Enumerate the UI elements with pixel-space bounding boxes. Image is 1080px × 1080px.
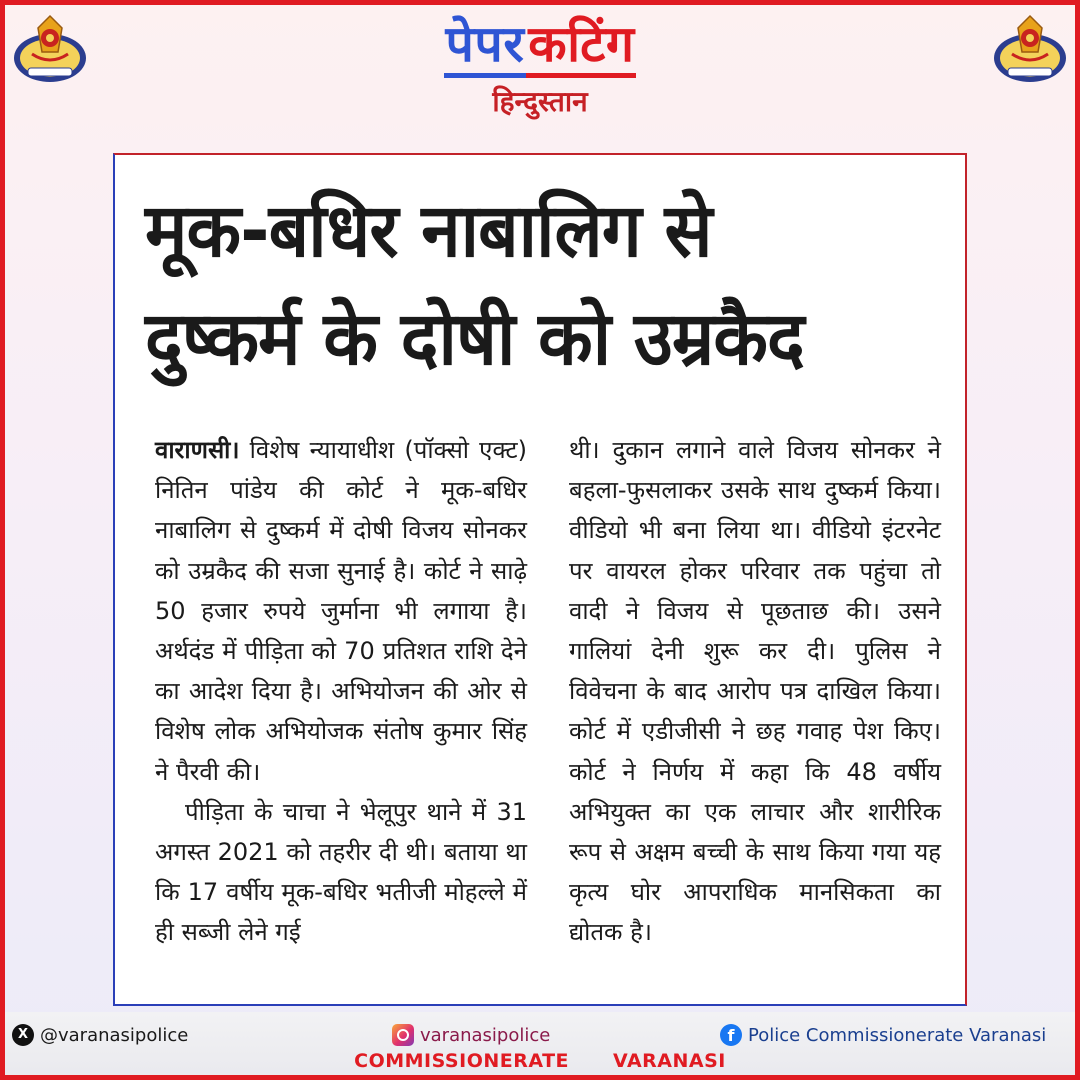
x-handle: @varanasipolice <box>40 1024 189 1046</box>
headline-line-1: मूक-बधिर नाबालिग से <box>145 188 712 274</box>
instagram-link[interactable] <box>392 1024 550 1046</box>
article-column-left <box>155 430 527 953</box>
brand-word-paper: पेपर <box>444 15 527 78</box>
instagram-icon <box>392 1024 414 1046</box>
x-logo-icon: X <box>12 1024 34 1046</box>
instagram-handle: varanasipolice <box>420 1024 551 1046</box>
facebook-link[interactable] <box>720 1024 1046 1046</box>
newspaper-name: हिन्दुस्तान <box>492 85 588 118</box>
article-paragraph: थी। दुकान लगाने वाले विजय सोनकर ने बहला-फुसलाकर उसके साथ दुष्कर्म किया। वीडियो भी बना लिया था। वीडियो इंटरनेट पर वायरल होकर परिवार तक पहुंचा तो वादी ने विजय से पूछताछ की। उसने गालियां देनी शुरू कर दी। पुलिस ने विवेचना के बाद आरोप पत्र दाखिल किया। कोर्ट में एडीजीसी ने छह गवाह पेश किए। कोर्ट ने निर्णय में कहा कि 48 वर्षीय अभियुक्त का एक लाचार और शारीरिक रूप से अक्षम बच्ची के साथ किया गया यह कृत्य घोर आपराधिक मानसिकता का द्योतक है। <box>569 436 941 947</box>
varanasi-word: VARANASI <box>613 1050 726 1072</box>
news-clipping <box>113 153 967 1006</box>
article-column-right <box>569 430 941 953</box>
headline-line-2: दुष्कर्म के दोषी को उम्रकैद <box>145 296 804 382</box>
commissionerate-word: COMMISSIONERATE <box>354 1050 570 1072</box>
dateline: वाराणसी। <box>155 436 240 464</box>
facebook-page-name: Police Commissionerate Varanasi <box>748 1024 1047 1046</box>
brand-word-cutting: कटिंग <box>526 15 636 78</box>
commissionerate-label <box>0 1050 1080 1072</box>
masthead <box>0 14 1080 120</box>
footer <box>0 1012 1080 1080</box>
brand-title <box>444 14 637 74</box>
article-paragraph: पीड़िता के चाचा ने भेलूपुर थाने में 31 अगस्त 2021 को तहरीर दी थी। बताया था कि 17 वर्षीय मूक-बधिर भतीजी मोहल्ले में ही सब्जी लेने गई <box>155 797 527 947</box>
article-paragraph <box>155 430 527 792</box>
x-link[interactable] <box>12 1024 188 1046</box>
headline <box>145 177 913 393</box>
facebook-icon: f <box>720 1024 742 1046</box>
article-text: विशेष न्यायाधीश (पॉक्सो एक्ट) नितिन पांडेय की कोर्ट ने मूक-बधिर नाबालिग से दुष्कर्म में दोषी विजय सोनकर को उम्रकैद की सजा सुनाई है। कोर्ट ने साढ़े 50 हजार रुपये जुर्माना भी लगाया है। अर्थदंड में पीड़िता को 70 प्रतिशत राशि देने का आदेश दिया है। अभियोजन की ओर से विशेष लोक अभियोजक संतोष कुमार सिंह ने पैरवी की। <box>155 436 527 786</box>
